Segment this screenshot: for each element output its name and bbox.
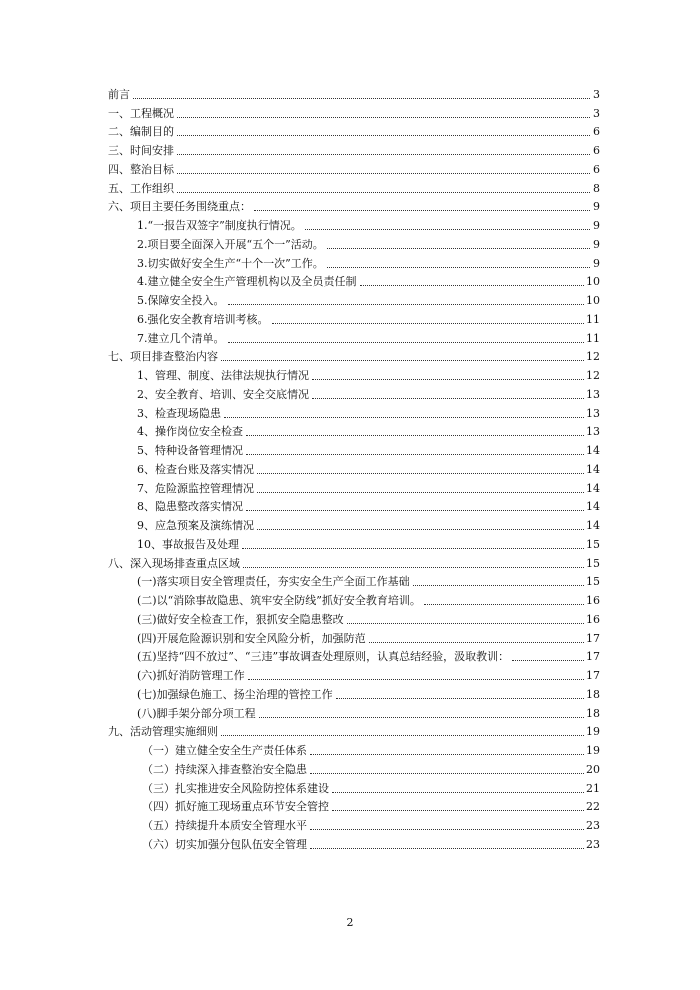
- toc-entry[interactable]: [108, 702, 600, 721]
- toc-entry[interactable]: [108, 646, 600, 665]
- toc-entry[interactable]: [108, 158, 600, 177]
- toc-dot-leader: [246, 435, 584, 436]
- toc-entry-title: 八、深入现场排查重点区域: [108, 556, 240, 570]
- toc-dot-leader: [310, 848, 584, 849]
- toc-dot-leader: [369, 642, 584, 643]
- toc-dot-leader: [224, 417, 584, 418]
- toc-entry-page: 17: [586, 631, 600, 645]
- toc-dot-leader: [221, 360, 584, 361]
- toc-entry[interactable]: [108, 102, 600, 121]
- toc-entry-title: (一)落实项目安全管理责任，夯实安全生产全面工作基础: [137, 575, 410, 589]
- toc-dot-leader: [259, 717, 584, 718]
- toc-dot-leader: [310, 754, 584, 755]
- toc-entry[interactable]: [108, 139, 600, 158]
- toc-entry-page: 15: [586, 537, 600, 551]
- toc-entry-title: 7、危险源监控管理情况: [137, 481, 254, 495]
- toc-entry[interactable]: [108, 346, 600, 365]
- toc-entry-title: （二）持续深入排查整治安全隐患: [142, 762, 307, 776]
- toc-entry-page: 13: [586, 406, 600, 420]
- toc-dot-leader: [242, 548, 584, 549]
- toc-entry[interactable]: [108, 458, 600, 477]
- toc-dot-leader: [312, 398, 584, 399]
- toc-dot-leader: [221, 735, 584, 736]
- toc-entry[interactable]: [108, 664, 600, 683]
- toc-dot-leader: [177, 192, 590, 193]
- toc-entry-page: 8: [593, 181, 600, 195]
- toc-dot-leader: [257, 473, 584, 474]
- toc-entry-title: 七、项目排查整治内容: [108, 350, 218, 364]
- toc-dot-leader: [512, 660, 584, 661]
- toc-entry-title: 4、操作岗位安全检查: [137, 425, 243, 439]
- toc-entry-title: （六）切实加强分包队伍安全管理: [142, 837, 307, 851]
- toc-entry[interactable]: [108, 552, 600, 571]
- toc-entry-title: 2、安全教育、培训、安全交底情况: [137, 387, 309, 401]
- toc-entry[interactable]: [108, 777, 600, 796]
- toc-entry-title: 6、检查台账及落实情况: [137, 462, 254, 476]
- toc-entry-page: 12: [586, 350, 600, 364]
- toc-dot-leader: [332, 792, 584, 793]
- toc-entry-title: 四、整治目标: [108, 162, 174, 176]
- toc-entry-page: 6: [593, 144, 600, 157]
- toc-entry[interactable]: [108, 327, 600, 346]
- toc-entry[interactable]: [108, 233, 600, 252]
- toc-entry-page: 10: [586, 294, 600, 307]
- toc-entry[interactable]: [108, 721, 600, 740]
- toc-entry[interactable]: [108, 589, 600, 608]
- toc-entry[interactable]: [108, 533, 600, 552]
- toc-entry[interactable]: [108, 196, 600, 215]
- toc-dot-leader: [413, 585, 584, 586]
- toc-dot-leader: [246, 454, 584, 455]
- toc-entry-page: 14: [586, 481, 600, 495]
- toc-entry-page: 18: [586, 687, 600, 701]
- toc-dot-leader: [347, 623, 584, 624]
- toc-entry-page: 17: [586, 669, 600, 682]
- toc-entry-title: 9、应急预案及演练情况: [137, 519, 254, 532]
- toc-entry[interactable]: [108, 364, 600, 383]
- toc-entry-page: 6: [593, 125, 600, 139]
- toc-entry-title: 5.保障安全投入。: [137, 294, 225, 307]
- toc-entry-title: 7.建立几个清单。: [137, 331, 225, 345]
- toc-entry-title: 五、工作组织: [108, 181, 174, 195]
- toc-entry[interactable]: [108, 121, 600, 140]
- toc-dot-leader: [133, 98, 590, 99]
- toc-entry-title: 10、事故报告及处理: [137, 537, 239, 551]
- toc-entry-title: （一）建立健全安全生产责任体系: [142, 744, 307, 757]
- toc-dot-leader: [228, 304, 585, 305]
- toc-dot-leader: [248, 679, 584, 680]
- toc-dot-leader: [272, 323, 585, 324]
- toc-entry-page: 3: [593, 87, 600, 101]
- toc-entry[interactable]: [108, 177, 600, 196]
- toc-entry[interactable]: [108, 289, 600, 308]
- toc-dot-leader: [257, 529, 584, 530]
- toc-entry-page: 17: [586, 650, 600, 664]
- toc-entry-title: 三、时间安排: [108, 144, 174, 157]
- toc-entry[interactable]: [108, 627, 600, 646]
- toc-entry-page: 12: [586, 369, 600, 382]
- toc-dot-leader: [310, 773, 584, 774]
- toc-entry[interactable]: [108, 421, 600, 440]
- toc-dot-leader: [177, 154, 590, 155]
- toc-dot-leader: [327, 248, 590, 249]
- toc-entry-page: 14: [586, 500, 600, 514]
- toc-entry-page: 22: [586, 800, 600, 814]
- toc-dot-leader: [332, 810, 584, 811]
- toc-entry-page: 3: [593, 106, 600, 120]
- toc-entry-page: 23: [586, 819, 600, 832]
- toc-entry-title: （五）持续提升本质安全管理水平: [142, 819, 307, 832]
- page-number: 2: [346, 916, 354, 929]
- toc-entry[interactable]: [108, 739, 600, 758]
- toc-entry-title: 3.切实做好安全生产“十个一次”工作。: [137, 256, 324, 270]
- toc-entry[interactable]: [108, 796, 600, 815]
- toc-entry-title: （三）扎实推进安全风险防控体系建设: [142, 781, 329, 795]
- toc-entry-page: 21: [586, 781, 600, 795]
- toc-dot-leader: [228, 342, 585, 343]
- toc-entry[interactable]: [108, 252, 600, 271]
- toc-entry-page: 19: [586, 744, 600, 757]
- toc-entry[interactable]: [108, 439, 600, 458]
- toc-entry-title: (三)做好安全检查工作，狠抓安全隐患整改: [137, 612, 344, 626]
- toc-entry-title: 一、工程概况: [108, 106, 174, 120]
- toc-entry-page: 11: [586, 331, 600, 345]
- toc-entry-title: 3、检查现场隐患: [137, 406, 221, 420]
- toc-entry[interactable]: [108, 833, 600, 852]
- toc-entry-title: 8、隐患整改落实情况: [137, 500, 243, 514]
- toc-entry-page: 13: [586, 425, 600, 439]
- toc-entry[interactable]: [108, 571, 600, 590]
- toc-dot-leader: [424, 604, 584, 605]
- toc-entry-title: (五)坚持“四不放过”、“三违”事故调查处理原则，认真总结经验，汲取教训：: [137, 650, 510, 664]
- toc-entry-page: 16: [586, 612, 600, 626]
- toc-entry-title: (六)抓好消防管理工作: [137, 669, 245, 682]
- toc-entry[interactable]: [108, 271, 600, 290]
- toc-entry-page: 20: [586, 762, 600, 776]
- toc-entry-title: 2.项目要全面深入开展“五个一”活动。: [137, 237, 324, 251]
- toc-dot-leader: [312, 379, 584, 380]
- toc-entry-title: (七)加强绿色施工、扬尘治理的管控工作: [137, 687, 333, 701]
- toc-entry-title: 二、编制目的: [108, 125, 174, 139]
- toc-entry[interactable]: [108, 402, 600, 421]
- toc-dot-leader: [360, 285, 585, 286]
- toc-entry-title: 6.强化安全教育培训考核。: [137, 312, 269, 326]
- toc-entry-page: 23: [586, 837, 600, 851]
- toc-entry-page: 14: [586, 462, 600, 476]
- toc-entry-page: 10: [586, 275, 600, 289]
- toc-entry-page: 9: [593, 256, 600, 270]
- toc-entry-title: 1、管理、制度、法律法规执行情况: [137, 369, 309, 382]
- toc-entry-title: 九、活动管理实施细则: [108, 725, 218, 739]
- toc-entry-title: (二)以“消除事故隐患、筑牢安全防线”抓好安全教育培训。: [137, 594, 421, 607]
- toc-entry[interactable]: [108, 514, 600, 533]
- toc-entry-page: 13: [586, 387, 600, 401]
- toc-entry[interactable]: [108, 83, 600, 102]
- toc-entry-title: 前言: [108, 87, 130, 101]
- toc-entry-title: 1.“一报告双签字”制度执行情况。: [137, 219, 302, 232]
- toc-entry[interactable]: [108, 214, 600, 233]
- toc-dot-leader: [254, 210, 590, 211]
- toc-entry[interactable]: [108, 477, 600, 496]
- toc-entry[interactable]: [108, 383, 600, 402]
- toc-dot-leader: [305, 229, 590, 230]
- toc-entry-page: 6: [593, 162, 600, 176]
- toc-entry-title: (四)开展危险源识别和安全风险分析，加强防范: [137, 631, 366, 645]
- toc-dot-leader: [310, 829, 584, 830]
- toc-entry-page: 14: [586, 519, 600, 532]
- toc-entry-title: 5、特种设备管理情况: [137, 444, 243, 457]
- toc-entry-page: 9: [593, 200, 600, 214]
- toc-dot-leader: [257, 492, 584, 493]
- toc-entry[interactable]: [108, 496, 600, 515]
- toc-entry-page: 9: [593, 237, 600, 251]
- toc-entry-title: (八)脚手架分部分项工程: [137, 706, 256, 720]
- toc-entry-page: 15: [586, 556, 600, 570]
- toc-entry-title: （四）抓好施工现场重点环节安全管控: [142, 800, 329, 814]
- toc-entry[interactable]: [108, 608, 600, 627]
- toc-entry-page: 15: [586, 575, 600, 589]
- toc-entry-page: 9: [593, 219, 600, 232]
- toc-entry-title: 六、项目主要任务围绕重点：: [108, 200, 251, 214]
- toc-dot-leader: [177, 135, 590, 136]
- toc-entry-title: 4.建立健全安全生产管理机构以及全员责任制: [137, 275, 357, 289]
- table-of-contents: [108, 83, 600, 852]
- toc-dot-leader: [336, 698, 584, 699]
- toc-entry[interactable]: [108, 814, 600, 833]
- toc-entry-page: 16: [586, 594, 600, 607]
- toc-dot-leader: [243, 567, 584, 568]
- toc-entry-page: 11: [586, 312, 600, 326]
- toc-entry[interactable]: [108, 758, 600, 777]
- toc-entry-page: 18: [586, 706, 600, 720]
- toc-entry[interactable]: [108, 308, 600, 327]
- toc-entry[interactable]: [108, 683, 600, 702]
- toc-entry-page: 19: [586, 725, 600, 739]
- toc-dot-leader: [246, 510, 584, 511]
- toc-dot-leader: [177, 173, 590, 174]
- toc-entry-page: 14: [586, 444, 600, 457]
- toc-dot-leader: [177, 117, 590, 118]
- toc-dot-leader: [327, 267, 590, 268]
